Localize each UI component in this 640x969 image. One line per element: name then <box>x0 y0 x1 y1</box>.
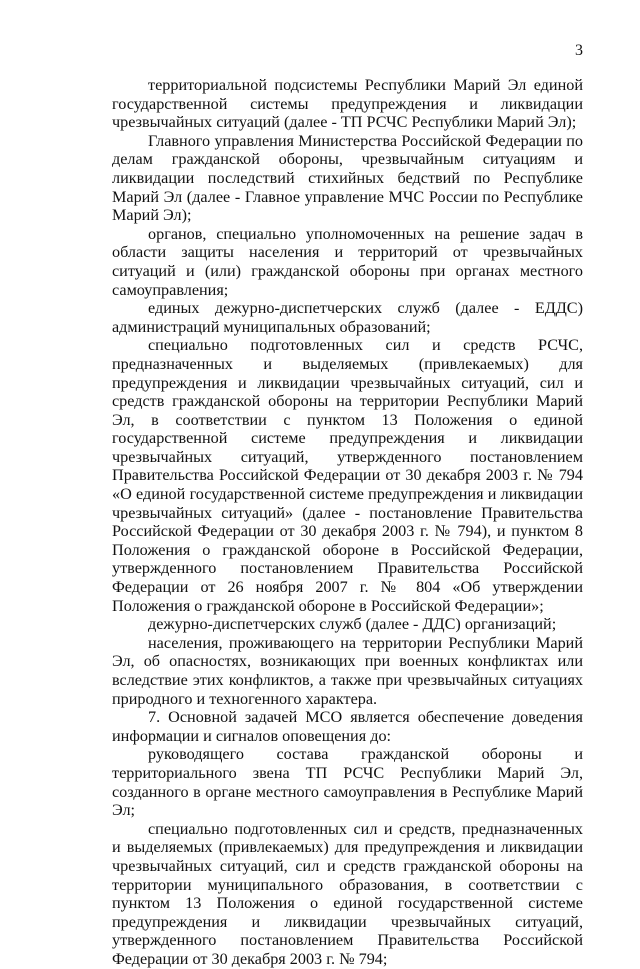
paragraph-main-directorate-mchs: Главного управления Министерства Российской Федерации по делам гражданской обороны, чрезвычайным ситуациям и ликвидации последствий стихийных бедствий по Республике Марий Эл (далее - Главное управление МЧС России по Республике Марий Эл); <box>112 131 583 225</box>
paragraph-dds: дежурно-диспетчерских служб (далее - ДДС) организаций; <box>148 615 557 634</box>
paragraph-tp-rschs: территориальной подсистемы Республики Марий Эл единой государственной системы предупреждения и ликвидации чрезвычайных ситуаций (далее - ТП РСЧС Республики Марий Эл); <box>112 76 583 132</box>
paragraph-civil-defense-leadership: руководящего состава гражданской обороны и территориального звена ТП РСЧС Республики Марий Эл, созданного в органе местного самоуправления в Республике Марий Эл; <box>112 745 583 820</box>
document-body <box>112 76 583 969</box>
paragraph-rschs-forces: специально подготовленных сил и средств РСЧС, предназначенных и выделяемых (привлекаемых) для предупреждения и ликвидации чрезвычайных ситуаций, сил и средств гражданской обороны на территории Республики Марий Эл, в соответствии с пунктом 13 Положения о единой государственной системе предупреждения и ликвидации чрезвычайных ситуаций, утвержденного постановлением Правительства Российской Федерации от 30 декабря 2003 г. № 794 «О единой государственной системе предупреждения и ликвидации чрезвычайных ситуаций» (далее - постановление Правительства Российской Федерации от 30 декабря 2003 г. № 794), и пунктом 8 Положения о гражданской обороне в Российской Федерации, утвержденного постановлением Правительства Российской Федерации от 26 ноября 2007 г. № 804 «Об утверждении Положения о гражданской обороне в Российской Федерации»; <box>112 336 583 615</box>
paragraph-population: населения, проживающего на территории Республики Марий Эл, об опасностях, возникающих при военных конфликтах или вследствие этих конфликтов, а также при чрезвычайных ситуациях природного и техногенного характера. <box>112 633 583 708</box>
paragraph-item-7: 7. Основной задачей МСО является обеспечение доведения информации и сигналов оповещения до: <box>112 708 583 745</box>
paragraph-municipal-forces: специально подготовленных сил и средств, предназначенных и выделяемых (привлекаемых) для предупреждения и ликвидации чрезвычайных ситуаций, сил и средств гражданской обороны на территории муниципального образования, в соответствии с пунктом 13 Положения о единой государственной системе предупреждения и ликвидации чрезвычайных ситуаций, утвержденного постановлением Правительства Российской Федерации от 30 декабря 2003 г. № 794; <box>112 819 583 968</box>
page-number: 3 <box>575 42 583 59</box>
paragraph-authorized-bodies: органов, специально уполномоченных на решение задач в области защиты населения и территорий от чрезвычайных ситуаций и (или) гражданской обороны при органах местного самоуправления; <box>112 224 583 299</box>
paragraph-edds: единых дежурно-диспетчерских служб (далее - ЕДДС) администраций муниципальных образований; <box>112 299 583 336</box>
